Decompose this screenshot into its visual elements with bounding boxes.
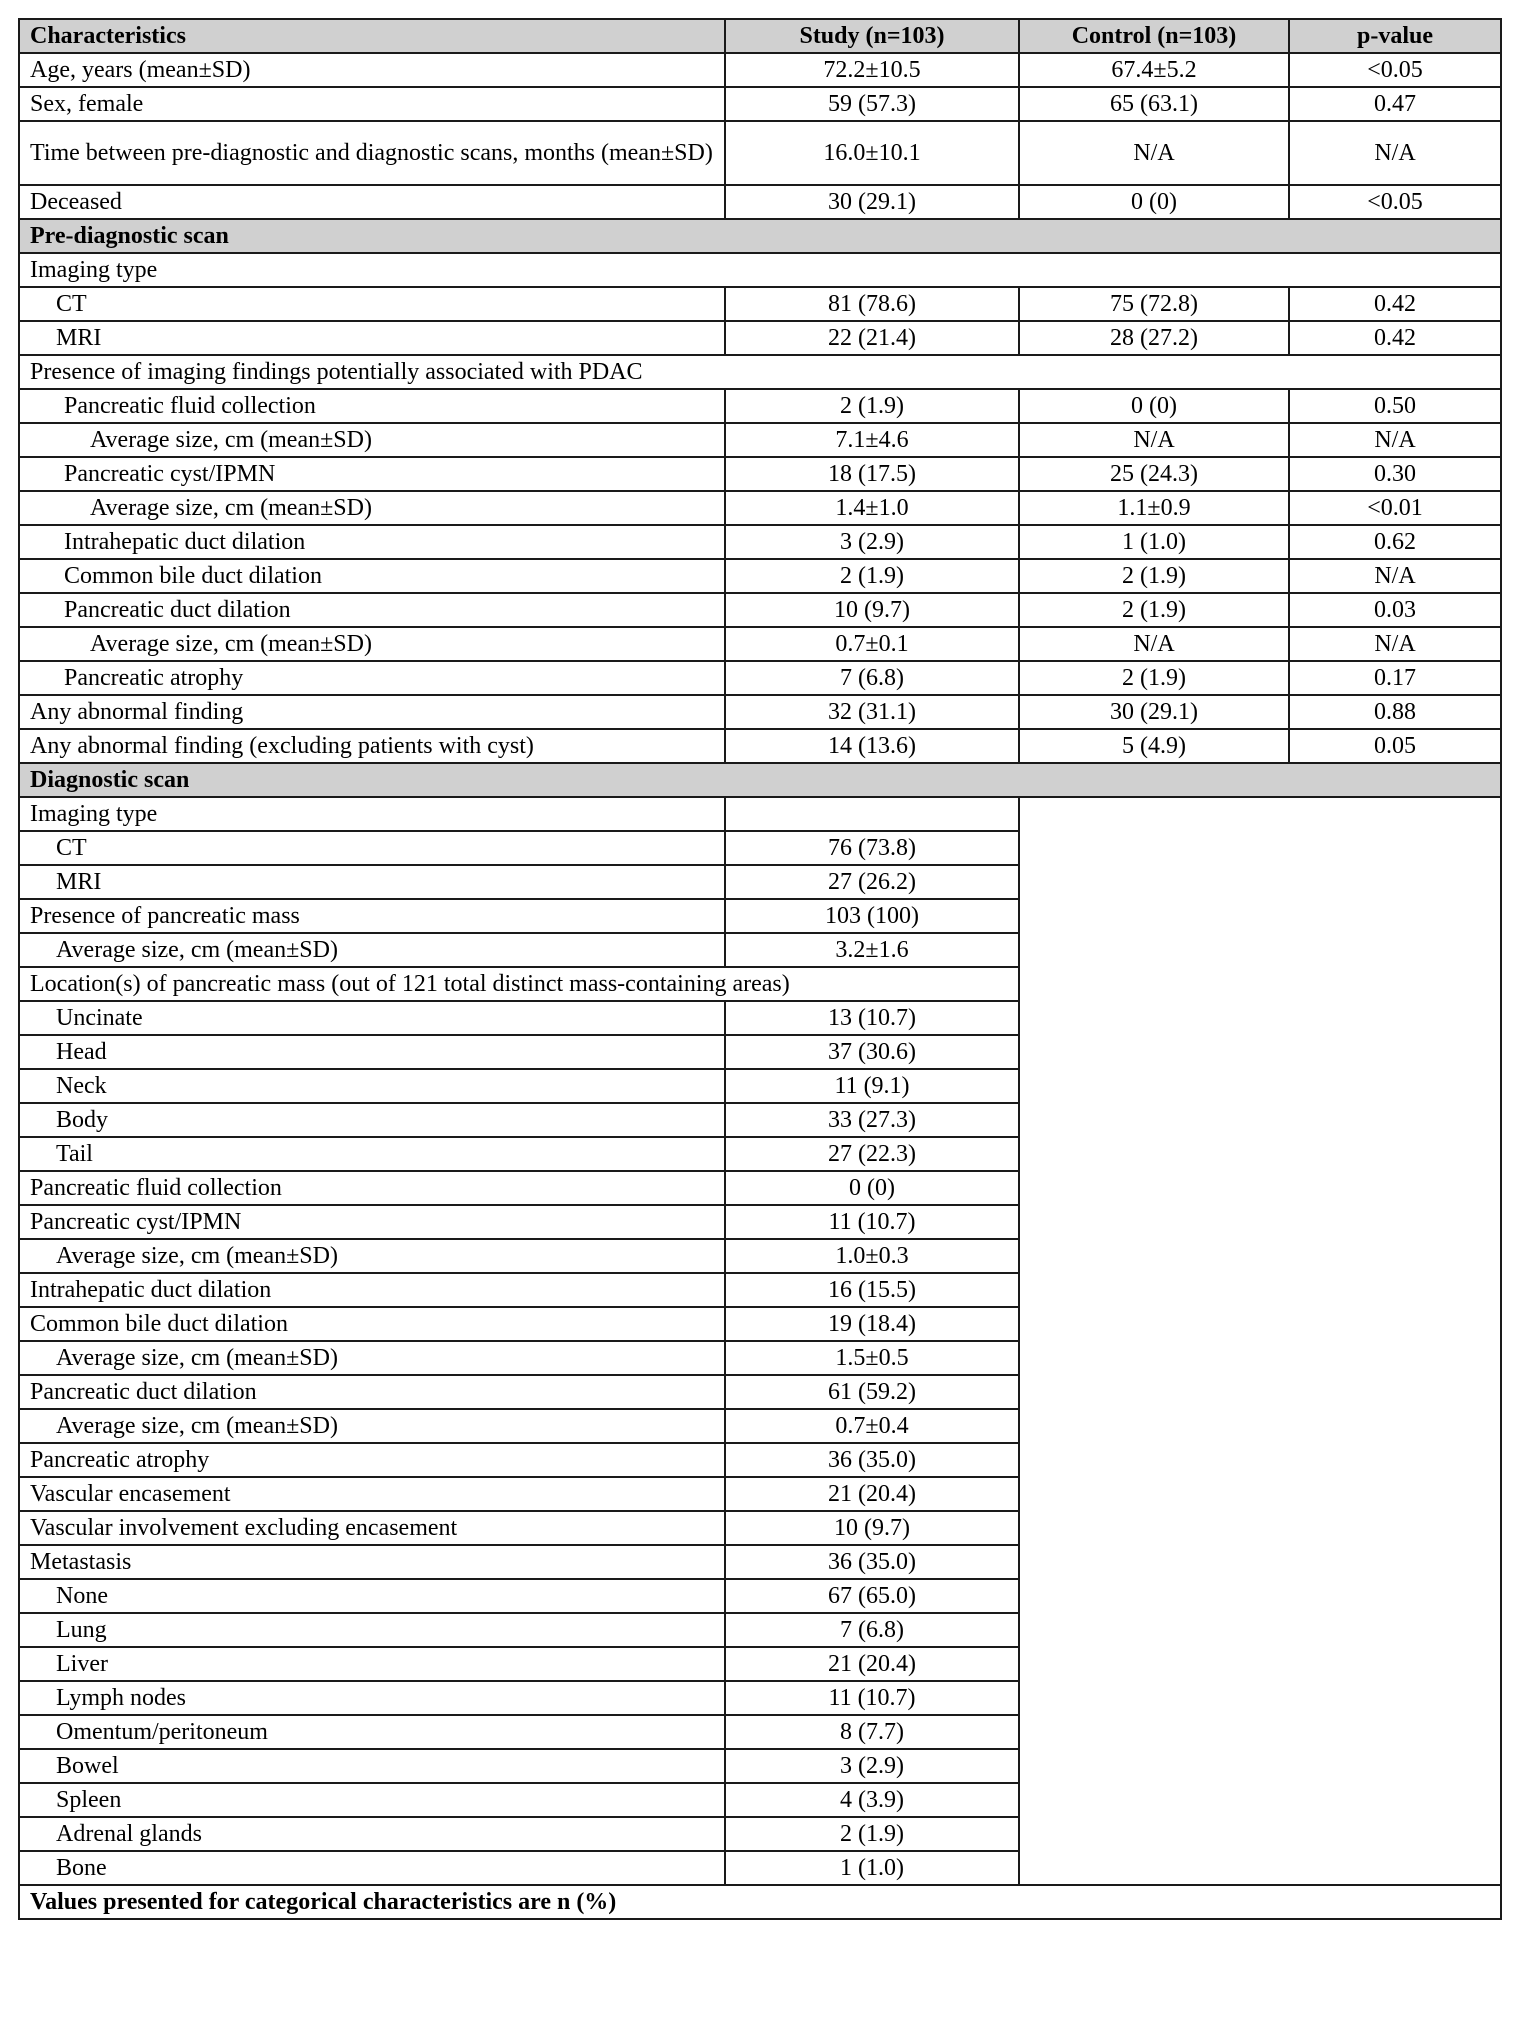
row-label: Sex, female: [19, 87, 725, 121]
control-value: 0 (0): [1019, 389, 1289, 423]
study-value: 22 (21.4): [725, 321, 1019, 355]
p-value: 0.30: [1289, 457, 1501, 491]
p-value: <0.01: [1289, 491, 1501, 525]
row-label: Age, years (mean±SD): [19, 53, 725, 87]
study-value: [725, 797, 1019, 831]
control-value: 1.1±0.9: [1019, 491, 1289, 525]
study-value: 10 (9.7): [725, 1511, 1019, 1545]
control-value: N/A: [1019, 121, 1289, 185]
control-value: N/A: [1019, 423, 1289, 457]
study-value: 13 (10.7): [725, 1001, 1019, 1035]
row-label: Pancreatic cyst/IPMN: [19, 1205, 725, 1239]
study-value: 3.2±1.6: [725, 933, 1019, 967]
p-value: <0.05: [1289, 185, 1501, 219]
table-row: [19, 491, 1501, 525]
table-row: [19, 729, 1501, 763]
study-value: 0.7±0.1: [725, 627, 1019, 661]
row-label: Average size, cm (mean±SD): [19, 1409, 725, 1443]
study-value: 36 (35.0): [725, 1545, 1019, 1579]
study-value: 4 (3.9): [725, 1783, 1019, 1817]
row-label: Average size, cm (mean±SD): [19, 933, 725, 967]
table-page: [18, 18, 1500, 1920]
study-value: 2 (1.9): [725, 559, 1019, 593]
row-label: Deceased: [19, 185, 725, 219]
row-label: Pancreatic fluid collection: [19, 389, 725, 423]
study-value: 1.4±1.0: [725, 491, 1019, 525]
row-label: Lung: [19, 1613, 725, 1647]
row-label: Liver: [19, 1647, 725, 1681]
row-label: Pancreatic cyst/IPMN: [19, 457, 725, 491]
control-value: 75 (72.8): [1019, 287, 1289, 321]
control-value: 67.4±5.2: [1019, 53, 1289, 87]
study-value: 61 (59.2): [725, 1375, 1019, 1409]
study-value: 103 (100): [725, 899, 1019, 933]
study-value: 81 (78.6): [725, 287, 1019, 321]
section-header-diag: [19, 763, 1501, 797]
table-row: [19, 87, 1501, 121]
study-value: 3 (2.9): [725, 1749, 1019, 1783]
row-label: Neck: [19, 1069, 725, 1103]
control-value: N/A: [1019, 627, 1289, 661]
table-row: [19, 967, 1501, 1001]
control-value: 25 (24.3): [1019, 457, 1289, 491]
study-value: 14 (13.6): [725, 729, 1019, 763]
row-label: Uncinate: [19, 1001, 725, 1035]
row-label: Metastasis: [19, 1545, 725, 1579]
study-value: 21 (20.4): [725, 1647, 1019, 1681]
study-value: 0.7±0.4: [725, 1409, 1019, 1443]
p-value: 0.42: [1289, 321, 1501, 355]
table-row: [19, 287, 1501, 321]
study-value: 27 (26.2): [725, 865, 1019, 899]
section-title: Diagnostic scan: [19, 763, 1501, 797]
row-label: Pancreatic duct dilation: [19, 593, 725, 627]
table-row: [19, 457, 1501, 491]
p-value: N/A: [1289, 559, 1501, 593]
study-value: 67 (65.0): [725, 1579, 1019, 1613]
study-value: 0 (0): [725, 1171, 1019, 1205]
row-label: Tail: [19, 1137, 725, 1171]
p-value: N/A: [1289, 627, 1501, 661]
row-label: Any abnormal finding (excluding patients with cyst): [19, 729, 725, 763]
p-value: 0.47: [1289, 87, 1501, 121]
row-label: MRI: [19, 865, 725, 899]
table-row: [19, 593, 1501, 627]
row-label: Common bile duct dilation: [19, 1307, 725, 1341]
p-value: N/A: [1289, 121, 1501, 185]
blank-area-upper: [1019, 797, 1501, 967]
row-label: Presence of pancreatic mass: [19, 899, 725, 933]
study-value: 30 (29.1): [725, 185, 1019, 219]
table-row: [19, 559, 1501, 593]
study-value: 16.0±10.1: [725, 121, 1019, 185]
row-label: CT: [19, 287, 725, 321]
table-row: [19, 121, 1501, 185]
characteristics-table: [18, 18, 1502, 1920]
table-row: [19, 797, 1501, 831]
row-label: Vascular encasement: [19, 1477, 725, 1511]
control-value: 2 (1.9): [1019, 661, 1289, 695]
study-value: 76 (73.8): [725, 831, 1019, 865]
table-row: [19, 525, 1501, 559]
study-value: 7.1±4.6: [725, 423, 1019, 457]
row-label: Vascular involvement excluding encasement: [19, 1511, 725, 1545]
control-value: 2 (1.9): [1019, 559, 1289, 593]
table-row: [19, 627, 1501, 661]
row-label: Pancreatic atrophy: [19, 1443, 725, 1477]
control-value: 65 (63.1): [1019, 87, 1289, 121]
row-label: Average size, cm (mean±SD): [19, 491, 725, 525]
p-value: N/A: [1289, 423, 1501, 457]
p-value: 0.42: [1289, 287, 1501, 321]
table-row: [19, 185, 1501, 219]
row-label: Any abnormal finding: [19, 695, 725, 729]
row-label: Average size, cm (mean±SD): [19, 423, 725, 457]
header-row: [19, 19, 1501, 53]
footnote: Values presented for categorical characteristics are n (%): [19, 1885, 1501, 1919]
header-study: Study (n=103): [725, 19, 1019, 53]
row-label: Bowel: [19, 1749, 725, 1783]
study-value: 1.0±0.3: [725, 1239, 1019, 1273]
table-row: [19, 695, 1501, 729]
study-value: 59 (57.3): [725, 87, 1019, 121]
study-value: 11 (10.7): [725, 1205, 1019, 1239]
study-value: 2 (1.9): [725, 1817, 1019, 1851]
p-value: <0.05: [1289, 53, 1501, 87]
table-row: [19, 321, 1501, 355]
row-label: Intrahepatic duct dilation: [19, 1273, 725, 1307]
study-value: 7 (6.8): [725, 661, 1019, 695]
p-value: 0.17: [1289, 661, 1501, 695]
p-value: 0.88: [1289, 695, 1501, 729]
study-value: 19 (18.4): [725, 1307, 1019, 1341]
row-label: None: [19, 1579, 725, 1613]
header-pvalue: p-value: [1289, 19, 1501, 53]
study-value: 33 (27.3): [725, 1103, 1019, 1137]
row-label: Time between pre-diagnostic and diagnostic scans, months (mean±SD): [19, 121, 725, 185]
control-value: 28 (27.2): [1019, 321, 1289, 355]
header-characteristics: Characteristics: [19, 19, 725, 53]
study-value: 72.2±10.5: [725, 53, 1019, 87]
row-label: Lymph nodes: [19, 1681, 725, 1715]
row-label: MRI: [19, 321, 725, 355]
study-value: 32 (31.1): [725, 695, 1019, 729]
row-label: CT: [19, 831, 725, 865]
row-label: Spleen: [19, 1783, 725, 1817]
row-label: Location(s) of pancreatic mass (out of 121 total distinct mass-containing areas): [19, 967, 1019, 1001]
row-label: Pancreatic fluid collection: [19, 1171, 725, 1205]
control-value: 1 (1.0): [1019, 525, 1289, 559]
row-label: Pancreatic atrophy: [19, 661, 725, 695]
section-header-pre: [19, 219, 1501, 253]
study-value: 11 (10.7): [725, 1681, 1019, 1715]
study-value: 3 (2.9): [725, 525, 1019, 559]
study-value: 21 (20.4): [725, 1477, 1019, 1511]
table-row: [19, 53, 1501, 87]
study-value: 27 (22.3): [725, 1137, 1019, 1171]
study-value: 37 (30.6): [725, 1035, 1019, 1069]
footnote-row: [19, 1885, 1501, 1919]
table-row: [19, 661, 1501, 695]
row-label: Body: [19, 1103, 725, 1137]
table-row: [19, 423, 1501, 457]
p-value: 0.62: [1289, 525, 1501, 559]
blank-area-lower: [1019, 967, 1501, 1885]
study-value: 16 (15.5): [725, 1273, 1019, 1307]
study-value: 1.5±0.5: [725, 1341, 1019, 1375]
study-value: 8 (7.7): [725, 1715, 1019, 1749]
p-value: 0.05: [1289, 729, 1501, 763]
control-value: 0 (0): [1019, 185, 1289, 219]
row-label: Average size, cm (mean±SD): [19, 1341, 725, 1375]
p-value: 0.03: [1289, 593, 1501, 627]
row-label: Omentum/peritoneum: [19, 1715, 725, 1749]
study-value: 1 (1.0): [725, 1851, 1019, 1885]
study-value: 10 (9.7): [725, 593, 1019, 627]
row-label: Intrahepatic duct dilation: [19, 525, 725, 559]
table-row: [19, 253, 1501, 287]
study-value: 18 (17.5): [725, 457, 1019, 491]
control-value: 2 (1.9): [1019, 593, 1289, 627]
header-control: Control (n=103): [1019, 19, 1289, 53]
study-value: 2 (1.9): [725, 389, 1019, 423]
row-label: Common bile duct dilation: [19, 559, 725, 593]
control-value: 30 (29.1): [1019, 695, 1289, 729]
table-row: [19, 389, 1501, 423]
row-label: Average size, cm (mean±SD): [19, 1239, 725, 1273]
control-value: 5 (4.9): [1019, 729, 1289, 763]
study-value: 36 (35.0): [725, 1443, 1019, 1477]
row-label: Pancreatic duct dilation: [19, 1375, 725, 1409]
table-row: [19, 355, 1501, 389]
row-label: Adrenal glands: [19, 1817, 725, 1851]
row-label: Imaging type: [19, 797, 725, 831]
row-label: Presence of imaging findings potentially associated with PDAC: [19, 355, 1501, 389]
row-label: Head: [19, 1035, 725, 1069]
study-value: 11 (9.1): [725, 1069, 1019, 1103]
section-title: Pre-diagnostic scan: [19, 219, 1501, 253]
p-value: 0.50: [1289, 389, 1501, 423]
row-label: Imaging type: [19, 253, 1501, 287]
row-label: Average size, cm (mean±SD): [19, 627, 725, 661]
study-value: 7 (6.8): [725, 1613, 1019, 1647]
row-label: Bone: [19, 1851, 725, 1885]
